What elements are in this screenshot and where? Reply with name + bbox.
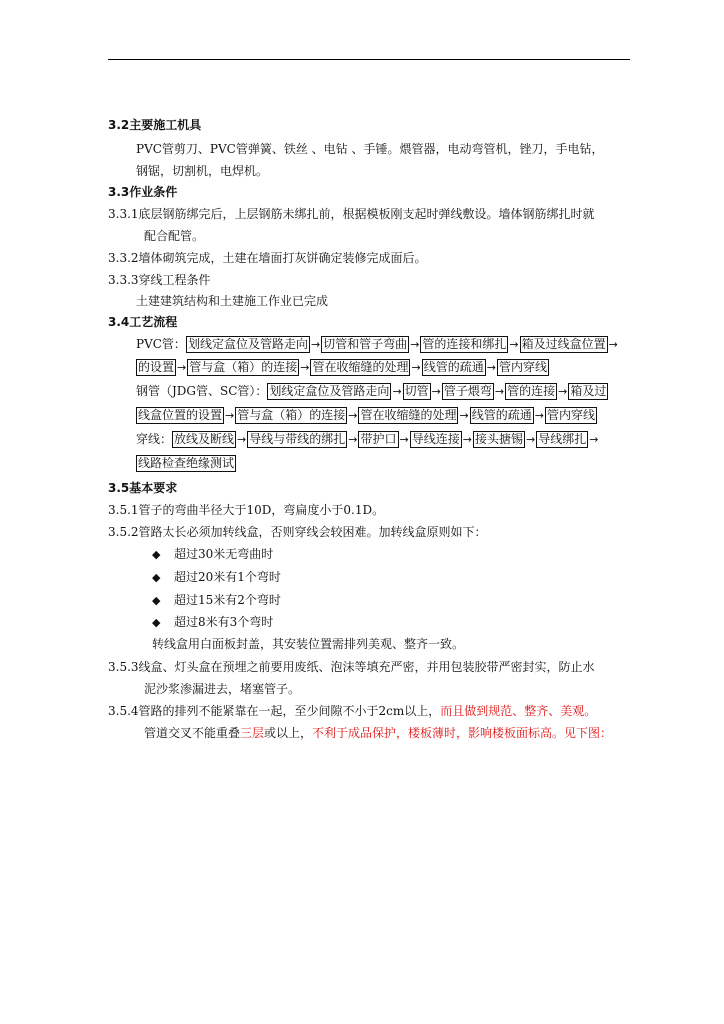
tools-line-1: PVC管剪刀、PVC管弹簧、铁丝 、电钻 、手锤。煨管器，电动弯管机，锉刀，手电钻， — [136, 142, 604, 156]
item-3-3-3-detail: 土建建筑结构和土建施工作业已完成 — [136, 294, 329, 308]
bullet-item: ◆ 超过30米无弯曲时 — [152, 547, 274, 561]
diamond-bullet-icon: ◆ — [152, 571, 161, 584]
junction-box-note: 转线盒用白面板封盖，其安装位置需排列美观、整齐一致。 — [152, 637, 465, 651]
item-3-5-4-line-1: 3.5.4管路的排列不能紧靠在一起，至少间隙不小于2cm以上，而且做到规范、整齐、美观。 — [108, 704, 597, 718]
flow-step: 导线连接 — [411, 432, 460, 446]
flow-step: 的设置 — [138, 360, 175, 374]
flow-arrow-icon: → — [348, 433, 358, 446]
item-3-5-3-line-2: 泥沙浆渗漏进去，堵塞管子。 — [144, 682, 301, 696]
flow-arrow-icon: → — [459, 409, 469, 422]
flow-step: 管在收缩缝的处理 — [360, 408, 457, 422]
flow-step: 线管的疏通 — [423, 360, 484, 374]
layers-highlight: 三层 — [240, 726, 265, 740]
flow-arrow-icon: → — [462, 433, 472, 446]
flow-step: 管与盒（箱）的连接 — [237, 408, 346, 422]
wire-flow-label: 穿线： — [136, 432, 173, 446]
bullet-item: ◆ 超过20米有1个弯时 — [152, 570, 281, 584]
flow-step: 管在收缩缝的处理 — [312, 360, 409, 374]
tools-line-2: 钢锯，切割机，电焊机。 — [136, 164, 269, 178]
pvc-flow-row-2 — [136, 359, 549, 376]
flow-step: 划线定盒位及管路走向 — [187, 337, 308, 351]
section-3-4-title: 3.4工艺流程 — [108, 315, 178, 329]
item-3-5-2: 3.5.2管路太长必须加转线盒，否则穿线会较困难。加转线盒原则如下： — [108, 525, 487, 539]
flow-step: 管子煨弯 — [443, 384, 492, 398]
flow-arrow-icon: → — [525, 433, 536, 446]
flow-arrow-icon: → — [300, 361, 310, 374]
bullet-item: ◆ 超过15米有2个弯时 — [152, 593, 281, 607]
pvc-flow-label: PVC管： — [136, 337, 186, 351]
wire-flow-row-1 — [136, 431, 599, 448]
flow-step: 管的连接 — [507, 384, 556, 398]
item-3-3-3: 3.3.3穿线工程条件 — [108, 273, 211, 287]
flow-step: 带护口 — [360, 432, 397, 446]
flow-arrow-icon: → — [608, 338, 618, 351]
flow-step: 箱及过线盒位置 — [521, 337, 606, 351]
steel-flow-label: 钢管（JDG管、SC管）： — [136, 384, 268, 398]
flow-step: 管内穿线 — [498, 360, 547, 374]
flow-arrow-icon: → — [225, 409, 235, 422]
bullet-item: ◆ 超过8米有3个弯时 — [152, 615, 274, 629]
flow-step: 管内穿线 — [546, 408, 595, 422]
flow-arrow-icon: → — [558, 385, 568, 398]
steel-flow-row-1 — [136, 383, 608, 400]
flow-arrow-icon: → — [534, 409, 544, 422]
flow-step: 接头搪锡 — [474, 432, 523, 446]
flow-step: 切管 — [404, 384, 429, 398]
flow-arrow-icon: → — [509, 338, 519, 351]
flow-arrow-icon: → — [486, 361, 496, 374]
flow-step: 放线及断线 — [174, 432, 235, 446]
item-3-3-1-line-2: 配合配管。 — [144, 229, 205, 243]
diamond-bullet-icon: ◆ — [152, 594, 161, 607]
flow-step: 导线绑扎 — [538, 432, 587, 446]
flow-arrow-icon: → — [410, 338, 420, 351]
diamond-bullet-icon: ◆ — [152, 616, 161, 629]
steel-flow-row-2 — [136, 407, 597, 424]
header-rule — [108, 59, 630, 60]
flow-step: 管的连接和绑扎 — [422, 337, 507, 351]
flow-arrow-icon: → — [589, 433, 599, 446]
flow-step: 线盒位置的设置 — [138, 408, 223, 422]
requirement-highlight: 而且做到规范、整齐、美观。 — [440, 704, 597, 718]
flow-step: 箱及过 — [570, 384, 607, 398]
pvc-flow-row-1 — [136, 336, 619, 353]
flow-step: 线路检查绝缘测试 — [138, 456, 235, 470]
flow-arrow-icon: → — [310, 338, 321, 351]
flow-step: 划线定盒位及管路走向 — [269, 384, 390, 398]
flow-arrow-icon: → — [431, 385, 441, 398]
item-3-3-1-line-1: 3.3.1底层钢筋绑完后，上层钢筋未绑扎前，根据模板刚支起时弹线敷设。墙体钢筋绑扎时就 — [108, 207, 595, 221]
wire-flow-row-2 — [136, 455, 236, 472]
section-3-5-title: 3.5基本要求 — [108, 481, 178, 495]
flow-arrow-icon: → — [411, 361, 421, 374]
flow-arrow-icon: → — [399, 433, 409, 446]
item-3-3-2: 3.3.2墙体砌筑完成，土建在墙面打灰饼确定装修完成面后。 — [108, 251, 427, 265]
flow-step: 线管的疏通 — [471, 408, 532, 422]
flow-arrow-icon: → — [237, 433, 247, 446]
item-3-5-3-line-1: 3.5.3线盒、灯头盒在预埋之前要用废纸、泡沫等填充严密，并用包装胶带严密封实，防止水 — [108, 660, 595, 674]
flow-arrow-icon: → — [494, 385, 505, 398]
flow-arrow-icon: → — [177, 361, 187, 374]
flow-step: 切管和管子弯曲 — [323, 337, 408, 351]
flow-step: 管与盒（箱）的连接 — [189, 360, 298, 374]
section-3-3-title: 3.3作业条件 — [108, 185, 178, 199]
item-3-5-1: 3.5.1管子的弯曲半径大于10D，弯扁度小于0.1D。 — [108, 503, 385, 517]
section-3-2-title: 3.2主要施工机具 — [108, 118, 202, 132]
flow-arrow-icon: → — [348, 409, 358, 422]
flow-arrow-icon: → — [392, 385, 402, 398]
warning-highlight: 不利于成品保护，楼板薄时，影响楼板面标高。见下图： — [312, 726, 613, 740]
diamond-bullet-icon: ◆ — [152, 548, 161, 561]
item-3-5-4-line-2: 管道交叉不能重叠三层或以上，不利于成品保护，楼板薄时，影响楼板面标高。见下图： — [144, 726, 613, 740]
flow-step: 导线与带线的绑扎 — [249, 432, 346, 446]
